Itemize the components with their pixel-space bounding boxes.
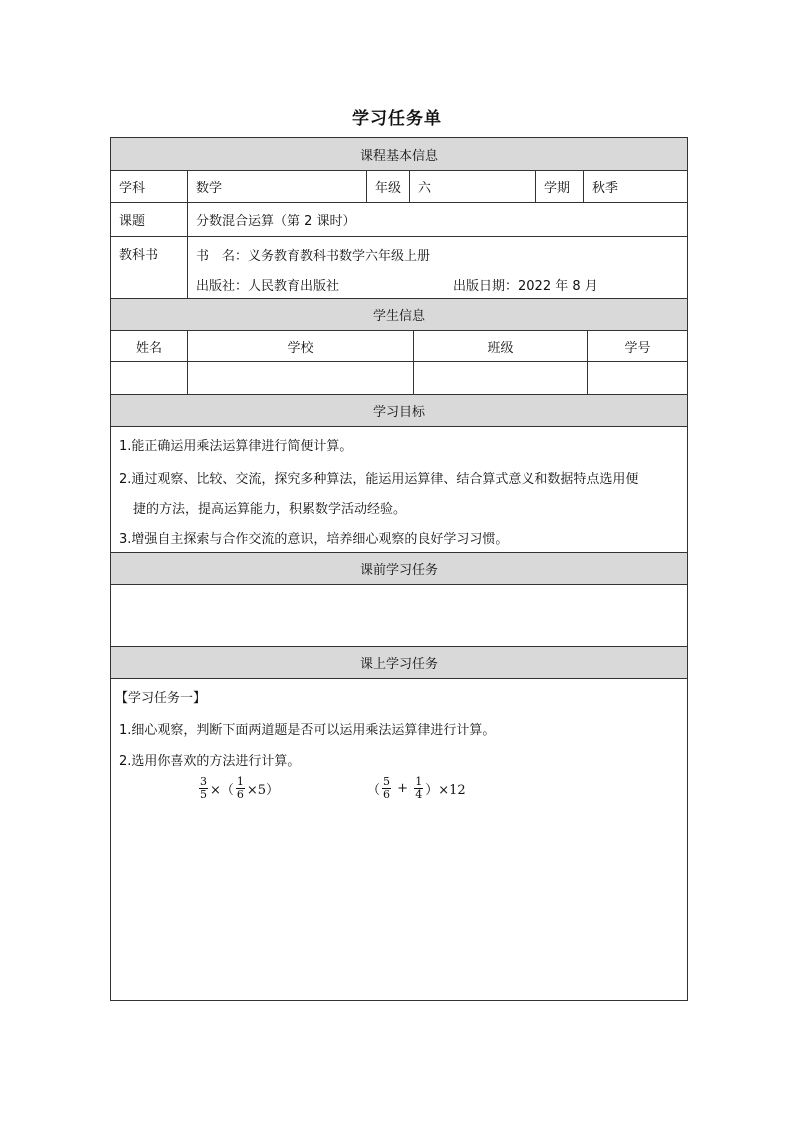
goal-item-2-continued: 捷的方法，提高运算能力，积累数学活动经验。 bbox=[133, 502, 407, 517]
topic-row bbox=[111, 203, 687, 237]
student-number-header: 学号 bbox=[624, 340, 651, 356]
course-basic-row bbox=[111, 171, 687, 203]
textbook-row bbox=[111, 237, 687, 299]
task-item-2: 2.选用你喜欢的方法进行计算。 bbox=[119, 754, 301, 769]
term-value: 秋季 bbox=[592, 181, 619, 196]
fraction-5-6: $\frac{5}{6}$ bbox=[383, 775, 391, 801]
student-name-field[interactable] bbox=[111, 362, 187, 394]
subject-value: 数学 bbox=[196, 181, 223, 196]
student-class-header: 班级 bbox=[487, 340, 514, 356]
publication-date: 出版日期：2022 年 8 月 bbox=[453, 279, 598, 294]
publisher: 出版社：人民教育出版社 bbox=[196, 279, 340, 294]
goals-body bbox=[111, 427, 687, 553]
student-header-row bbox=[111, 331, 687, 362]
fraction-3-5: $\frac{3}{5}$ bbox=[200, 775, 207, 801]
grade-value: 六 bbox=[418, 181, 432, 196]
topic-value: 分数混合运算（第 2 课时） bbox=[196, 214, 356, 229]
task-heading: 【学习任务一】 bbox=[115, 691, 207, 706]
student-class-field[interactable] bbox=[414, 362, 587, 394]
student-school-header: 学校 bbox=[287, 340, 314, 356]
textbook-label: 教科书 bbox=[119, 247, 159, 263]
goal-item-3: 3.增强自主探索与合作交流的意识，培养细心观察的良好学习习惯。 bbox=[119, 532, 509, 547]
goal-item-1: 1.能正确运用乘法运算律进行简便计算。 bbox=[119, 439, 353, 454]
student-name-header: 姓名 bbox=[135, 340, 162, 356]
task-sheet-table bbox=[110, 137, 688, 1001]
goal-item-2: 2.通过观察、比较、交流，探究多种算法，能运用运算律、结合算式意义和数据特点选用便 bbox=[119, 472, 639, 487]
subject-label: 学科 bbox=[119, 181, 146, 196]
book-name: 书 名：义务教育教科书数学六年级上册 bbox=[196, 249, 431, 264]
section-pre-task: 课前学习任务 bbox=[111, 553, 687, 585]
term-label: 学期 bbox=[544, 181, 571, 196]
section-student-info: 学生信息 bbox=[111, 299, 687, 331]
expression-2: （ $\frac{5}{6}$ + $\frac{1}{4}$ ）×12 bbox=[367, 775, 466, 801]
fraction-1-6: $\frac{1}{6}$ bbox=[236, 775, 244, 801]
section-goals: 学习目标 bbox=[111, 395, 687, 427]
task-item-1: 1.细心观察，判断下面两道题是否可以运用乘法运算律进行计算。 bbox=[119, 723, 496, 738]
student-school-field[interactable] bbox=[188, 362, 413, 394]
page-title: 学习任务单 bbox=[352, 109, 442, 129]
expression-1: $\frac{3}{5}$ ×（ $\frac{1}{6}$ ×5） bbox=[200, 775, 280, 801]
section-course-info: 课程基本信息 bbox=[111, 138, 687, 171]
topic-label: 课题 bbox=[119, 214, 146, 229]
class-task-body bbox=[111, 679, 687, 1000]
section-class-task: 课上学习任务 bbox=[111, 647, 687, 679]
student-number-field[interactable] bbox=[588, 362, 687, 394]
grade-label: 年级 bbox=[375, 181, 402, 196]
student-entry-row bbox=[111, 362, 687, 395]
pre-task-body bbox=[111, 585, 687, 647]
fraction-1-4: $\frac{1}{4}$ bbox=[415, 775, 423, 801]
